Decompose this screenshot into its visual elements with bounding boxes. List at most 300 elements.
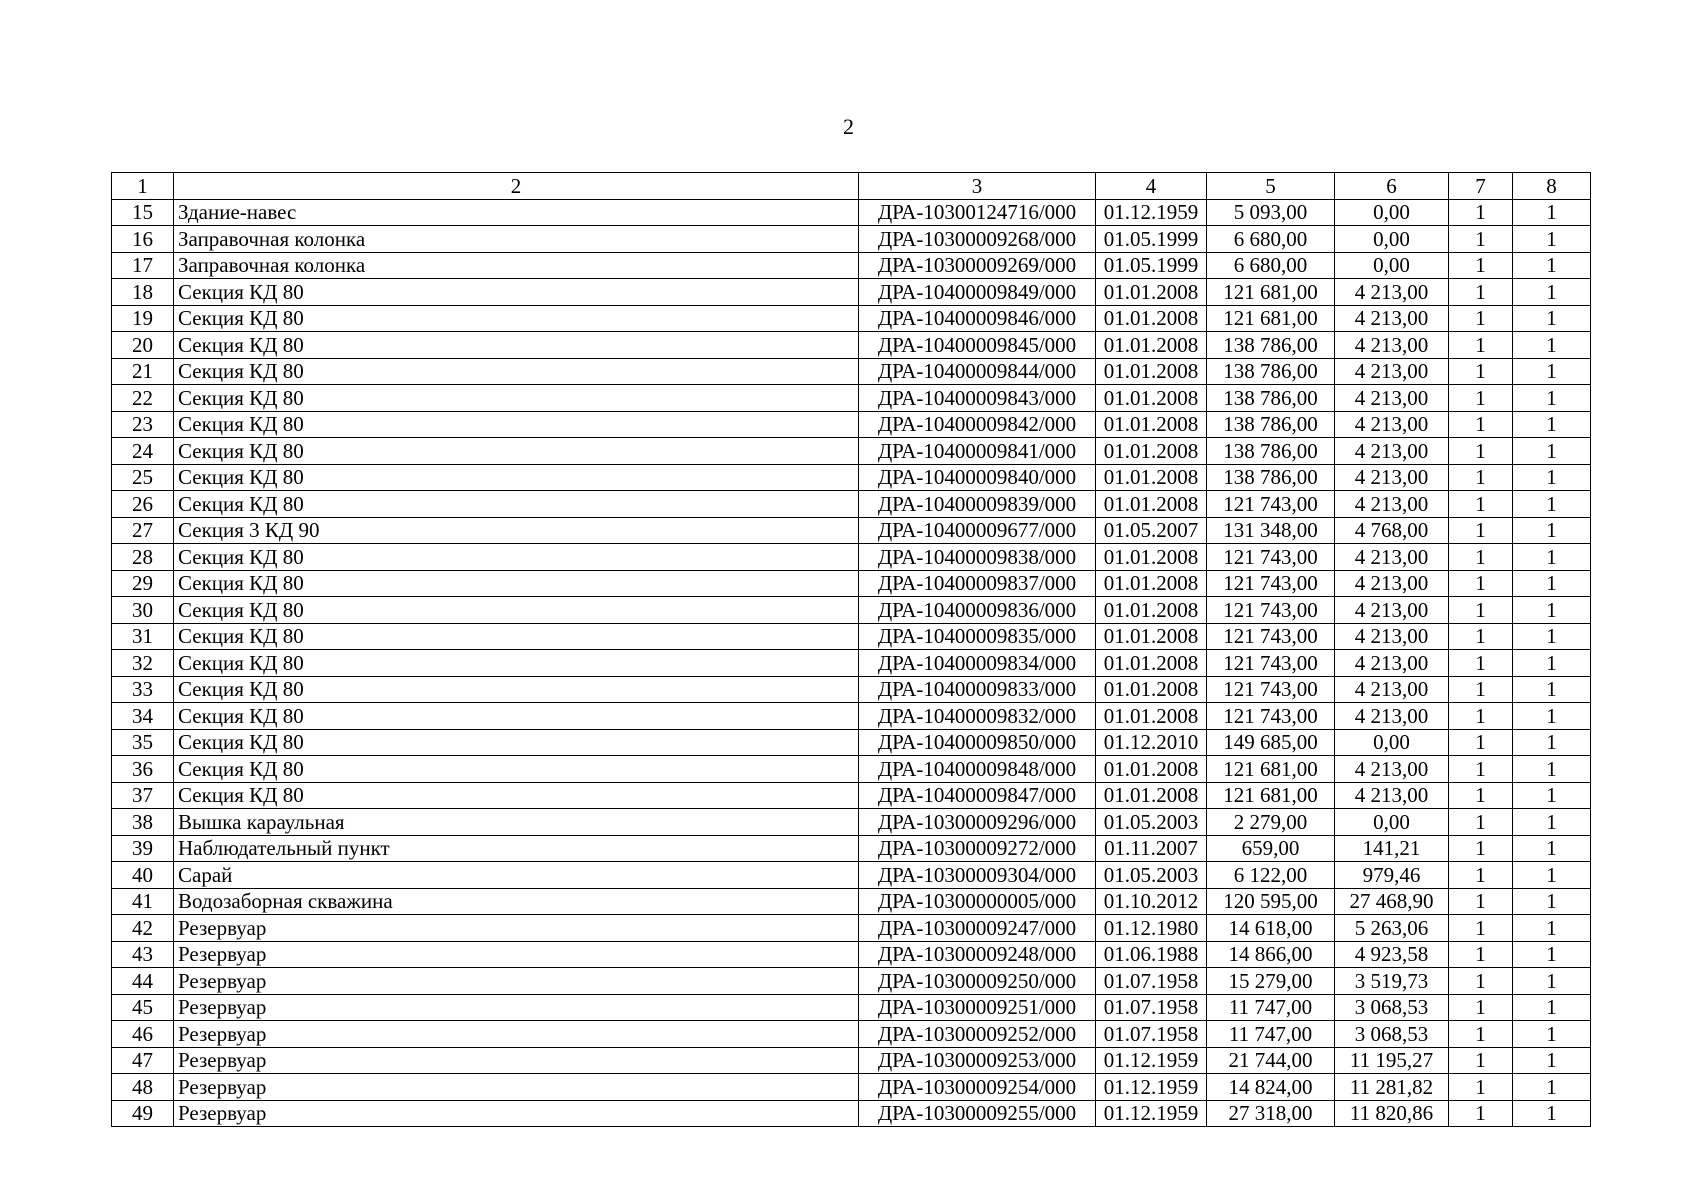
quantity-col7-cell: 1 [1449,623,1513,650]
table-row [112,332,1591,359]
table-row [112,438,1591,465]
date-cell: 01.01.2008 [1096,279,1207,306]
date-cell: 01.01.2008 [1096,623,1207,650]
quantity-col8-cell: 1 [1513,1047,1591,1074]
header-cell-col6: 6 [1335,173,1449,200]
value-col5-cell: 121 743,00 [1207,491,1335,518]
quantity-col8-cell: 1 [1513,1100,1591,1127]
table-row [112,915,1591,942]
value-col6-cell: 4 768,00 [1335,517,1449,544]
inventory-number-cell: ДРА-10400009834/000 [859,650,1096,677]
value-col5-cell: 138 786,00 [1207,411,1335,438]
quantity-col8-cell: 1 [1513,279,1591,306]
table-row [112,279,1591,306]
quantity-col8-cell: 1 [1513,756,1591,783]
quantity-col7-cell: 1 [1449,517,1513,544]
quantity-col8-cell: 1 [1513,491,1591,518]
date-cell: 01.07.1958 [1096,994,1207,1021]
date-cell: 01.12.1959 [1096,1100,1207,1127]
object-name-cell: Резервуар [174,1047,859,1074]
inventory-number-cell: ДРА-10400009833/000 [859,676,1096,703]
inventory-number-cell: ДРА-10400009845/000 [859,332,1096,359]
quantity-col7-cell: 1 [1449,862,1513,889]
value-col6-cell: 4 213,00 [1335,782,1449,809]
inventory-number-cell: ДРА-10300124716/000 [859,199,1096,226]
value-col6-cell: 4 213,00 [1335,385,1449,412]
row-number-cell: 35 [112,729,174,756]
date-cell: 01.01.2008 [1096,491,1207,518]
value-col5-cell: 121 743,00 [1207,676,1335,703]
inventory-number-cell: ДРА-10400009839/000 [859,491,1096,518]
value-col6-cell: 141,21 [1335,835,1449,862]
value-col6-cell: 4 213,00 [1335,464,1449,491]
quantity-col7-cell: 1 [1449,676,1513,703]
row-number-cell: 39 [112,835,174,862]
object-name-cell: Секция 3 КД 90 [174,517,859,544]
value-col5-cell: 14 824,00 [1207,1074,1335,1101]
table-row [112,305,1591,332]
quantity-col8-cell: 1 [1513,941,1591,968]
value-col5-cell: 121 743,00 [1207,623,1335,650]
value-col6-cell: 979,46 [1335,862,1449,889]
value-col6-cell: 4 213,00 [1335,676,1449,703]
inventory-number-cell: ДРА-10300009250/000 [859,968,1096,995]
inventory-number-cell: ДРА-10400009848/000 [859,756,1096,783]
table-row [112,888,1591,915]
object-name-cell: Резервуар [174,994,859,1021]
value-col6-cell: 4 923,58 [1335,941,1449,968]
table-row [112,941,1591,968]
quantity-col7-cell: 1 [1449,1021,1513,1048]
table-row [112,411,1591,438]
page-number: 2 [843,114,854,139]
header-cell-col1: 1 [112,173,174,200]
quantity-col7-cell: 1 [1449,226,1513,253]
date-cell: 01.01.2008 [1096,782,1207,809]
quantity-col7-cell: 1 [1449,332,1513,359]
row-number-cell: 47 [112,1047,174,1074]
object-name-cell: Здание-навес [174,199,859,226]
inventory-number-cell: ДРА-10400009835/000 [859,623,1096,650]
value-col5-cell: 21 744,00 [1207,1047,1335,1074]
quantity-col8-cell: 1 [1513,411,1591,438]
value-col5-cell: 6 680,00 [1207,226,1335,253]
object-name-cell: Водозаборная скважина [174,888,859,915]
inventory-number-cell: ДРА-10400009677/000 [859,517,1096,544]
row-number-cell: 27 [112,517,174,544]
object-name-cell: Секция КД 80 [174,332,859,359]
object-name-cell: Резервуар [174,941,859,968]
value-col5-cell: 121 743,00 [1207,597,1335,624]
header-cell-col7: 7 [1449,173,1513,200]
table-row [112,676,1591,703]
row-number-cell: 43 [112,941,174,968]
value-col6-cell: 3 068,53 [1335,994,1449,1021]
value-col5-cell: 5 093,00 [1207,199,1335,226]
object-name-cell: Секция КД 80 [174,597,859,624]
value-col5-cell: 11 747,00 [1207,1021,1335,1048]
row-number-cell: 15 [112,199,174,226]
row-number-cell: 18 [112,279,174,306]
table-row [112,570,1591,597]
value-col6-cell: 0,00 [1335,809,1449,836]
object-name-cell: Секция КД 80 [174,305,859,332]
quantity-col7-cell: 1 [1449,1100,1513,1127]
value-col6-cell: 4 213,00 [1335,544,1449,571]
value-col6-cell: 11 820,86 [1335,1100,1449,1127]
row-number-cell: 40 [112,862,174,889]
quantity-col7-cell: 1 [1449,809,1513,836]
date-cell: 01.12.2010 [1096,729,1207,756]
table-row [112,517,1591,544]
value-col6-cell: 4 213,00 [1335,491,1449,518]
value-col5-cell: 27 318,00 [1207,1100,1335,1127]
object-name-cell: Резервуар [174,1074,859,1101]
row-number-cell: 24 [112,438,174,465]
value-col6-cell: 3 519,73 [1335,968,1449,995]
inventory-number-cell: ДРА-10400009842/000 [859,411,1096,438]
table-row [112,623,1591,650]
table-row [112,650,1591,677]
value-col5-cell: 121 681,00 [1207,756,1335,783]
inventory-number-cell: ДРА-10300009253/000 [859,1047,1096,1074]
row-number-cell: 26 [112,491,174,518]
quantity-col8-cell: 1 [1513,438,1591,465]
table-row [112,1074,1591,1101]
row-number-cell: 19 [112,305,174,332]
quantity-col8-cell: 1 [1513,862,1591,889]
value-col6-cell: 0,00 [1335,199,1449,226]
inventory-number-cell: ДРА-10300000005/000 [859,888,1096,915]
inventory-number-cell: ДРА-10400009832/000 [859,703,1096,730]
table-row [112,544,1591,571]
value-col6-cell: 4 213,00 [1335,703,1449,730]
value-col5-cell: 6 680,00 [1207,252,1335,279]
quantity-col7-cell: 1 [1449,464,1513,491]
table-row [112,968,1591,995]
value-col6-cell: 4 213,00 [1335,650,1449,677]
quantity-col8-cell: 1 [1513,1074,1591,1101]
quantity-col8-cell: 1 [1513,703,1591,730]
quantity-col7-cell: 1 [1449,491,1513,518]
object-name-cell: Секция КД 80 [174,464,859,491]
date-cell: 01.11.2007 [1096,835,1207,862]
quantity-col8-cell: 1 [1513,597,1591,624]
inventory-number-cell: ДРА-10300009251/000 [859,994,1096,1021]
table-row [112,226,1591,253]
table-body [112,199,1591,1127]
date-cell: 01.01.2008 [1096,676,1207,703]
quantity-col8-cell: 1 [1513,915,1591,942]
quantity-col8-cell: 1 [1513,252,1591,279]
quantity-col7-cell: 1 [1449,597,1513,624]
quantity-col7-cell: 1 [1449,941,1513,968]
object-name-cell: Секция КД 80 [174,544,859,571]
row-number-cell: 17 [112,252,174,279]
row-number-cell: 21 [112,358,174,385]
row-number-cell: 20 [112,332,174,359]
value-col6-cell: 4 213,00 [1335,438,1449,465]
row-number-cell: 36 [112,756,174,783]
value-col6-cell: 11 281,82 [1335,1074,1449,1101]
inventory-number-cell: ДРА-10400009838/000 [859,544,1096,571]
quantity-col8-cell: 1 [1513,332,1591,359]
header-cell-col2: 2 [174,173,859,200]
row-number-cell: 22 [112,385,174,412]
quantity-col8-cell: 1 [1513,570,1591,597]
inventory-number-cell: ДРА-10400009841/000 [859,438,1096,465]
object-name-cell: Секция КД 80 [174,676,859,703]
date-cell: 01.01.2008 [1096,544,1207,571]
date-cell: 01.05.1999 [1096,252,1207,279]
object-name-cell: Секция КД 80 [174,358,859,385]
quantity-col7-cell: 1 [1449,835,1513,862]
date-cell: 01.01.2008 [1096,703,1207,730]
object-name-cell: Секция КД 80 [174,570,859,597]
date-cell: 01.06.1988 [1096,941,1207,968]
object-name-cell: Секция КД 80 [174,703,859,730]
object-name-cell: Секция КД 80 [174,729,859,756]
table-row [112,199,1591,226]
quantity-col7-cell: 1 [1449,888,1513,915]
row-number-cell: 42 [112,915,174,942]
date-cell: 01.12.1959 [1096,199,1207,226]
value-col5-cell: 138 786,00 [1207,358,1335,385]
object-name-cell: Секция КД 80 [174,650,859,677]
value-col5-cell: 121 743,00 [1207,570,1335,597]
value-col6-cell: 11 195,27 [1335,1047,1449,1074]
table-row [112,385,1591,412]
inventory-number-cell: ДРА-10300009304/000 [859,862,1096,889]
value-col6-cell: 4 213,00 [1335,756,1449,783]
value-col5-cell: 138 786,00 [1207,332,1335,359]
value-col5-cell: 121 681,00 [1207,279,1335,306]
quantity-col7-cell: 1 [1449,544,1513,571]
date-cell: 01.01.2008 [1096,438,1207,465]
inventory-number-cell: ДРА-10300009248/000 [859,941,1096,968]
quantity-col7-cell: 1 [1449,279,1513,306]
date-cell: 01.12.1959 [1096,1047,1207,1074]
value-col5-cell: 14 866,00 [1207,941,1335,968]
quantity-col8-cell: 1 [1513,782,1591,809]
table-row [112,252,1591,279]
date-cell: 01.01.2008 [1096,756,1207,783]
table-row [112,491,1591,518]
object-name-cell: Резервуар [174,968,859,995]
inventory-number-cell: ДРА-10400009844/000 [859,358,1096,385]
value-col5-cell: 6 122,00 [1207,862,1335,889]
row-number-cell: 29 [112,570,174,597]
quantity-col7-cell: 1 [1449,358,1513,385]
row-number-cell: 44 [112,968,174,995]
table-row [112,809,1591,836]
row-number-cell: 46 [112,1021,174,1048]
date-cell: 01.12.1959 [1096,1074,1207,1101]
date-cell: 01.05.2007 [1096,517,1207,544]
quantity-col7-cell: 1 [1449,252,1513,279]
quantity-col7-cell: 1 [1449,703,1513,730]
row-number-cell: 30 [112,597,174,624]
quantity-col7-cell: 1 [1449,385,1513,412]
inventory-number-cell: ДРА-10300009268/000 [859,226,1096,253]
object-name-cell: Секция КД 80 [174,756,859,783]
date-cell: 01.07.1958 [1096,1021,1207,1048]
date-cell: 01.05.1999 [1096,226,1207,253]
value-col6-cell: 4 213,00 [1335,570,1449,597]
object-name-cell: Резервуар [174,1021,859,1048]
header-row [112,173,1591,200]
value-col5-cell: 15 279,00 [1207,968,1335,995]
quantity-col8-cell: 1 [1513,199,1591,226]
quantity-col8-cell: 1 [1513,888,1591,915]
row-number-cell: 33 [112,676,174,703]
date-cell: 01.01.2008 [1096,597,1207,624]
date-cell: 01.05.2003 [1096,809,1207,836]
value-col5-cell: 121 743,00 [1207,650,1335,677]
quantity-col8-cell: 1 [1513,358,1591,385]
row-number-cell: 49 [112,1100,174,1127]
inventory-number-cell: ДРА-10300009272/000 [859,835,1096,862]
table-row [112,703,1591,730]
date-cell: 01.12.1980 [1096,915,1207,942]
quantity-col8-cell: 1 [1513,305,1591,332]
row-number-cell: 37 [112,782,174,809]
inventory-number-cell: ДРА-10300009255/000 [859,1100,1096,1127]
inventory-number-cell: ДРА-10400009846/000 [859,305,1096,332]
table-row [112,1100,1591,1127]
quantity-col7-cell: 1 [1449,1074,1513,1101]
inventory-number-cell: ДРА-10300009296/000 [859,809,1096,836]
quantity-col8-cell: 1 [1513,729,1591,756]
object-name-cell: Наблюдательный пункт [174,835,859,862]
object-name-cell: Секция КД 80 [174,623,859,650]
value-col5-cell: 121 681,00 [1207,782,1335,809]
object-name-cell: Секция КД 80 [174,438,859,465]
object-name-cell: Секция КД 80 [174,279,859,306]
value-col6-cell: 0,00 [1335,226,1449,253]
date-cell: 01.01.2008 [1096,570,1207,597]
value-col6-cell: 4 213,00 [1335,623,1449,650]
table-row [112,782,1591,809]
value-col6-cell: 4 213,00 [1335,411,1449,438]
inventory-number-cell: ДРА-10300009254/000 [859,1074,1096,1101]
quantity-col8-cell: 1 [1513,544,1591,571]
inventory-number-cell: ДРА-10400009850/000 [859,729,1096,756]
quantity-col7-cell: 1 [1449,782,1513,809]
header-cell-col8: 8 [1513,173,1591,200]
object-name-cell: Заправочная колонка [174,252,859,279]
row-number-cell: 23 [112,411,174,438]
quantity-col7-cell: 1 [1449,199,1513,226]
table-row [112,862,1591,889]
row-number-cell: 16 [112,226,174,253]
value-col6-cell: 0,00 [1335,252,1449,279]
table-header [112,173,1591,200]
table-row [112,597,1591,624]
quantity-col8-cell: 1 [1513,464,1591,491]
date-cell: 01.05.2003 [1096,862,1207,889]
quantity-col8-cell: 1 [1513,623,1591,650]
object-name-cell: Секция КД 80 [174,411,859,438]
table-row [112,756,1591,783]
inventory-number-cell: ДРА-10300009247/000 [859,915,1096,942]
quantity-col7-cell: 1 [1449,570,1513,597]
quantity-col7-cell: 1 [1449,305,1513,332]
value-col6-cell: 3 068,53 [1335,1021,1449,1048]
row-number-cell: 28 [112,544,174,571]
quantity-col8-cell: 1 [1513,226,1591,253]
value-col5-cell: 659,00 [1207,835,1335,862]
value-col6-cell: 4 213,00 [1335,305,1449,332]
value-col5-cell: 11 747,00 [1207,994,1335,1021]
object-name-cell: Резервуар [174,915,859,942]
quantity-col7-cell: 1 [1449,411,1513,438]
value-col5-cell: 14 618,00 [1207,915,1335,942]
value-col6-cell: 4 213,00 [1335,332,1449,359]
quantity-col7-cell: 1 [1449,438,1513,465]
value-col5-cell: 121 681,00 [1207,305,1335,332]
quantity-col8-cell: 1 [1513,517,1591,544]
date-cell: 01.01.2008 [1096,464,1207,491]
row-number-cell: 34 [112,703,174,730]
value-col5-cell: 131 348,00 [1207,517,1335,544]
inventory-table [111,172,1591,1127]
quantity-col7-cell: 1 [1449,1047,1513,1074]
object-name-cell: Вышка караульная [174,809,859,836]
table-row [112,358,1591,385]
date-cell: 01.01.2008 [1096,358,1207,385]
quantity-col7-cell: 1 [1449,968,1513,995]
row-number-cell: 31 [112,623,174,650]
inventory-number-cell: ДРА-10300009269/000 [859,252,1096,279]
object-name-cell: Резервуар [174,1100,859,1127]
object-name-cell: Секция КД 80 [174,491,859,518]
inventory-number-cell: ДРА-10400009849/000 [859,279,1096,306]
table-row [112,729,1591,756]
quantity-col8-cell: 1 [1513,1021,1591,1048]
value-col6-cell: 4 213,00 [1335,597,1449,624]
date-cell: 01.01.2008 [1096,411,1207,438]
quantity-col8-cell: 1 [1513,994,1591,1021]
quantity-col8-cell: 1 [1513,676,1591,703]
value-col5-cell: 121 743,00 [1207,544,1335,571]
date-cell: 01.01.2008 [1096,650,1207,677]
date-cell: 01.01.2008 [1096,305,1207,332]
table-row [112,994,1591,1021]
date-cell: 01.07.1958 [1096,968,1207,995]
quantity-col8-cell: 1 [1513,385,1591,412]
object-name-cell: Секция КД 80 [174,782,859,809]
value-col6-cell: 27 468,90 [1335,888,1449,915]
inventory-number-cell: ДРА-10400009843/000 [859,385,1096,412]
value-col5-cell: 120 595,00 [1207,888,1335,915]
date-cell: 01.01.2008 [1096,332,1207,359]
quantity-col7-cell: 1 [1449,756,1513,783]
object-name-cell: Секция КД 80 [174,385,859,412]
quantity-col7-cell: 1 [1449,915,1513,942]
header-cell-col5: 5 [1207,173,1335,200]
date-cell: 01.01.2008 [1096,385,1207,412]
value-col5-cell: 138 786,00 [1207,438,1335,465]
table-row [112,1021,1591,1048]
quantity-col7-cell: 1 [1449,729,1513,756]
quantity-col8-cell: 1 [1513,968,1591,995]
row-number-cell: 48 [112,1074,174,1101]
header-cell-col4: 4 [1096,173,1207,200]
inventory-number-cell: ДРА-10300009252/000 [859,1021,1096,1048]
row-number-cell: 41 [112,888,174,915]
value-col6-cell: 4 213,00 [1335,279,1449,306]
